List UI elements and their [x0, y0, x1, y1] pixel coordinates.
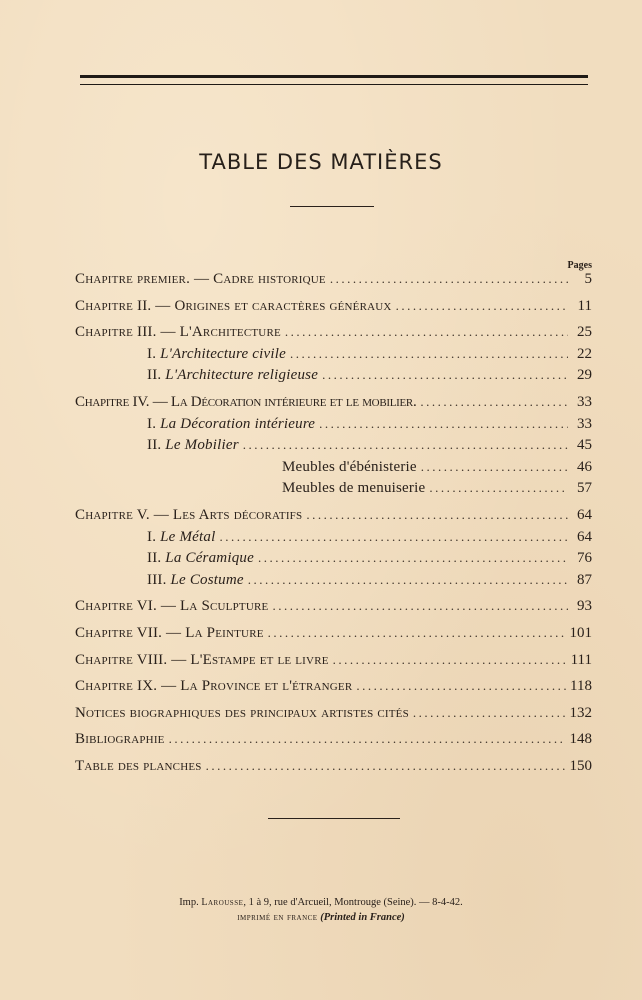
page-title: TABLE DES MATIÈRES [199, 150, 443, 174]
toc-entry[interactable] [75, 652, 592, 674]
dot-leader [243, 437, 568, 453]
toc-entry-page: 111 [570, 651, 592, 668]
toc-subentry-label: La Céramique [165, 550, 254, 567]
dot-leader [306, 507, 568, 523]
toc-entry-title: Chapitre VII. — La Peinture [75, 624, 264, 641]
toc-entry[interactable] [75, 324, 592, 346]
toc-entry-page: 64 [577, 528, 592, 545]
toc-subentry[interactable] [75, 437, 592, 459]
toc-subentry-title [147, 437, 239, 454]
dot-leader [356, 678, 566, 694]
dot-leader [319, 416, 568, 432]
toc-entry-page: 101 [569, 624, 592, 641]
toc-entry-title: Chapitre VI. — La Sculpture [75, 598, 269, 615]
dot-leader [258, 550, 568, 566]
dot-leader [290, 346, 568, 362]
toc-entry-page: 57 [577, 480, 592, 497]
imprint-address: , 1 à 9, rue d'Arcueil, Montrouge (Seine). — 8-4-42. [243, 897, 463, 908]
toc-entry[interactable] [75, 705, 592, 727]
toc-entry-page: 150 [569, 757, 592, 774]
toc-entry-page: 45 [577, 437, 592, 454]
dot-leader [421, 459, 568, 475]
toc-entry-title: Chapitre III. — L'Architecture [75, 324, 281, 341]
toc-entry[interactable] [75, 731, 592, 753]
dot-leader [413, 705, 566, 721]
dot-leader [272, 598, 568, 614]
toc-entry[interactable] [75, 678, 592, 700]
toc-entry[interactable] [75, 758, 592, 780]
toc-entry-title: Notices biographiques des principaux artistes cités [75, 704, 409, 721]
dot-leader [268, 625, 566, 641]
dot-leader [420, 394, 568, 410]
dot-leader [285, 324, 568, 340]
toc-entry[interactable] [75, 598, 592, 620]
toc-entry-page: 132 [569, 704, 592, 721]
table-of-contents [75, 271, 592, 779]
toc-entry-page: 46 [577, 458, 592, 475]
toc-entry[interactable] [75, 394, 592, 416]
toc-subentry-numeral: II. [147, 550, 166, 567]
toc-subentry-label: La Décoration intérieure [160, 415, 316, 432]
toc-entry-page: 25 [577, 324, 592, 341]
toc-subsubentry-title: Meubles de menuiserie [282, 480, 426, 497]
imprint-line-1 [0, 895, 642, 910]
toc-entry-title: Bibliographie [75, 731, 165, 748]
imprint-country: imprimé en france [237, 912, 318, 923]
toc-subentry-numeral: I. [147, 528, 161, 545]
toc-subentry[interactable] [75, 550, 592, 572]
toc-entry[interactable] [75, 625, 592, 647]
toc-entry-page: 118 [570, 678, 592, 695]
toc-subentry-title [147, 367, 318, 384]
toc-subentry-title [147, 529, 215, 546]
toc-entry[interactable] [75, 271, 592, 293]
toc-subentry[interactable] [75, 529, 592, 551]
bottom-divider [268, 818, 400, 819]
dot-leader [206, 758, 566, 774]
imprint-line-2 [0, 910, 642, 925]
toc-subsubentry[interactable] [75, 480, 592, 502]
toc-entry-title: Chapitre II. — Origines et caractères généraux [75, 297, 392, 314]
toc-subentry-label: L'Architecture civile [160, 345, 286, 362]
toc-subentry-label: Le Mobilier [165, 437, 239, 454]
toc-subentry-numeral: I. [147, 415, 161, 432]
dot-leader [219, 529, 568, 545]
toc-entry-page: 76 [577, 550, 592, 567]
imprint-printed-in: (Printed in France) [320, 912, 405, 923]
toc-subentry-title [147, 416, 315, 433]
toc-entry-page: 29 [577, 367, 592, 384]
toc-entry-title: Chapitre IX. — La Province et l'étranger [75, 678, 353, 695]
top-double-rule [80, 75, 588, 85]
toc-subentry-label: Le Métal [160, 528, 216, 545]
title-divider [290, 206, 374, 207]
toc-entry[interactable] [75, 507, 592, 529]
imprint-publisher: Larousse [201, 897, 244, 908]
toc-entry-title: Chapitre IV. — La Décoration intérieure et le mobilier. [75, 393, 417, 410]
toc-entry-page: 93 [577, 598, 592, 615]
imprint-prefix: Imp. [179, 897, 199, 908]
toc-subentry-label: Le Costume [170, 571, 244, 588]
toc-subentry-numeral: II. [147, 367, 166, 384]
toc-entry-page: 148 [569, 731, 592, 748]
dot-leader [248, 572, 568, 588]
toc-entry-title: Chapitre VIII. — L'Estampe et le livre [75, 651, 329, 668]
toc-subentry-title [147, 550, 254, 567]
toc-subentry-label: L'Architecture religieuse [165, 367, 319, 384]
printer-imprint [0, 895, 642, 925]
toc-entry-page: 33 [577, 393, 592, 410]
toc-entry[interactable] [75, 298, 592, 320]
toc-entry-page: 64 [577, 506, 592, 523]
toc-entry-title: Chapitre premier. — Cadre historique [75, 271, 326, 287]
toc-subentry-numeral: III. [147, 571, 171, 588]
toc-subsubentry-title: Meubles d'ébénisterie [282, 458, 417, 475]
toc-entry-page: 5 [584, 271, 592, 287]
toc-subentry[interactable] [75, 572, 592, 594]
dot-leader [396, 298, 568, 314]
dot-leader [169, 731, 566, 747]
toc-subsubentry[interactable] [75, 459, 592, 481]
toc-entry-title: Chapitre V. — Les Arts décoratifs [75, 506, 303, 523]
dot-leader [429, 480, 568, 496]
toc-subentry-numeral: II. [147, 437, 166, 454]
toc-entry-page: 87 [577, 571, 592, 588]
toc-subentry[interactable] [75, 367, 592, 389]
toc-subentry-numeral: I. [147, 345, 161, 362]
pages-column-label: Pages [567, 260, 592, 271]
dot-leader [330, 271, 568, 287]
toc-entry-page: 11 [577, 297, 592, 314]
toc-entry-page: 33 [577, 415, 592, 432]
toc-subentry-title [147, 572, 244, 589]
toc-entry-page: 22 [577, 345, 592, 362]
dot-leader [333, 652, 567, 668]
toc-subentry[interactable] [75, 416, 592, 438]
toc-subentry[interactable] [75, 346, 592, 368]
dot-leader [322, 367, 568, 383]
toc-entry-title: Table des planches [75, 757, 202, 774]
toc-subentry-title [147, 346, 286, 363]
